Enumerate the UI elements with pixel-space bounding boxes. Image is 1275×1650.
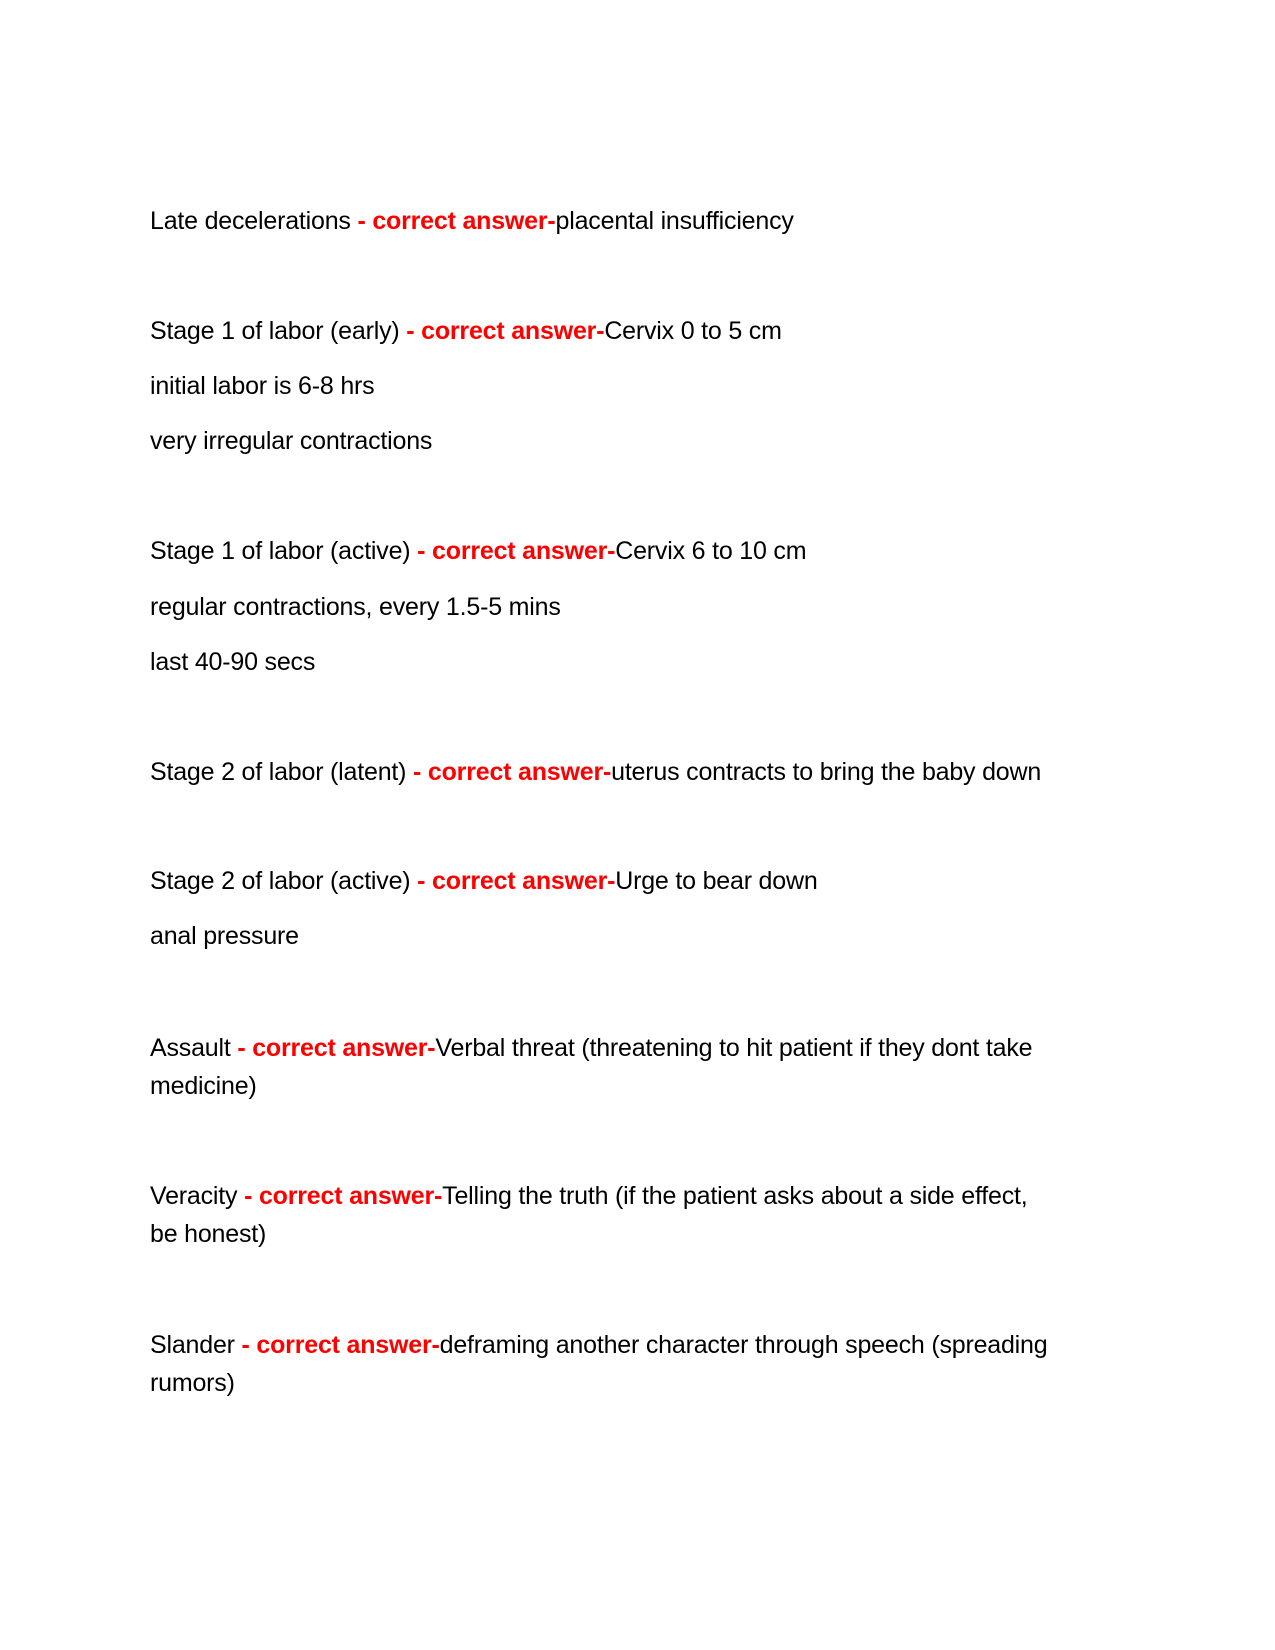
entry-term: Stage 2 of labor (active): [150, 867, 411, 895]
entry-term: Assault: [150, 1034, 231, 1062]
entry-answer: Cervix 0 to 5 cm: [604, 317, 782, 345]
entry-term: Veracity: [150, 1182, 238, 1210]
entry-slander: [150, 1330, 1047, 1360]
entry-detail-line: regular contractions, every 1.5-5 mins: [150, 593, 561, 621]
entry-term: Stage 2 of labor (latent): [150, 758, 407, 786]
correct-answer-separator: - correct answer-: [244, 1182, 443, 1210]
entry-detail-line: last 40-90 secs: [150, 648, 316, 676]
entry-answer: uterus contracts to bring the baby down: [611, 758, 1042, 786]
entry-veracity: [150, 1181, 1028, 1211]
correct-answer-separator: - correct answer-: [413, 758, 612, 786]
correct-answer-separator: - correct answer-: [241, 1331, 440, 1359]
entry-term: Stage 1 of labor (early): [150, 317, 400, 345]
entry-assault: [150, 1033, 1032, 1063]
correct-answer-separator: - correct answer-: [357, 207, 556, 235]
correct-answer-separator: - correct answer-: [417, 867, 616, 895]
entry-answer-continuation: rumors): [150, 1369, 235, 1397]
correct-answer-separator: - correct answer-: [237, 1034, 436, 1062]
entry-stage1-early: [150, 316, 782, 346]
entry-term: Slander: [150, 1331, 235, 1359]
entry-late-decelerations: [150, 206, 794, 236]
entry-answer: deframing another character through speech (spreading: [439, 1331, 1048, 1359]
entry-answer: Cervix 6 to 10 cm: [615, 537, 807, 565]
entry-term: Late decelerations: [150, 207, 351, 235]
entry-answer: placental insufficiency: [555, 207, 794, 235]
entry-detail-line: initial labor is 6-8 hrs: [150, 372, 375, 400]
entry-stage2-latent: [150, 757, 1041, 787]
entry-detail-line: very irregular contractions: [150, 427, 433, 455]
entry-term: Stage 1 of labor (active): [150, 537, 411, 565]
entry-answer: Verbal threat (threatening to hit patient if they dont take: [435, 1034, 1033, 1062]
entry-answer: Telling the truth (if the patient asks about a side effect,: [442, 1182, 1028, 1210]
entry-answer-continuation: medicine): [150, 1072, 257, 1100]
entry-detail-line: anal pressure: [150, 922, 299, 950]
correct-answer-separator: - correct answer-: [406, 317, 605, 345]
entry-answer: Urge to bear down: [615, 867, 818, 895]
entry-stage2-active: [150, 866, 818, 896]
entry-answer-continuation: be honest): [150, 1220, 267, 1248]
entry-stage1-active: [150, 536, 806, 566]
correct-answer-separator: - correct answer-: [417, 537, 616, 565]
